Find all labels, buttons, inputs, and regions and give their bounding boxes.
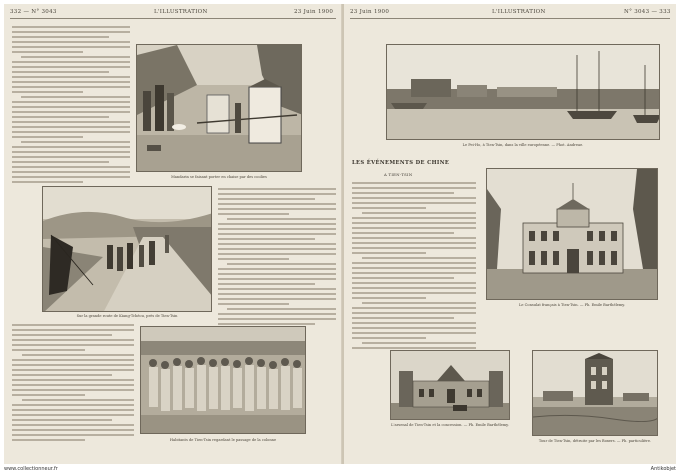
right-page-folio: N° 3043 — 333 xyxy=(624,9,671,15)
left-page-folio: 332 — N° 3043 xyxy=(10,9,57,15)
road-image xyxy=(43,187,212,312)
arsenal-image xyxy=(391,351,510,420)
section-title: LES ÉVÉNEMENTS DE CHINE xyxy=(352,160,450,166)
consulate-image xyxy=(487,169,658,300)
right-header-rule xyxy=(350,18,670,19)
photo-arsenal xyxy=(390,350,510,420)
photo-consulate xyxy=(486,168,658,300)
caption-road: Sur la grande route de Kiang-Tchéou, près de Tien-Tsin xyxy=(76,314,178,318)
caption-sedan-chair: Mandarin se faisant porter en chaise par des coolies xyxy=(171,175,267,179)
right-page-date: 23 Juin 1900 xyxy=(350,9,390,15)
left-page-date: 23 Juin 1900 xyxy=(294,9,334,15)
section-subhead: A TIEN-TSIN xyxy=(384,172,413,177)
left-article-column-2 xyxy=(218,188,336,328)
left-article-column-1 xyxy=(12,26,130,186)
watermark-left: www.collectionneur.fr xyxy=(4,466,58,472)
right-article-column xyxy=(352,182,476,352)
caption-crowd: Habitants de Tien-Tsin regardant le passage de la colonne xyxy=(169,438,277,442)
photo-crowd xyxy=(140,326,306,434)
photo-tower xyxy=(532,350,658,436)
left-article-column-3 xyxy=(12,324,134,444)
caption-arsenal: L'arsenal de Tien-Tsin et la concession. — Ph. Emile Barthélemy. xyxy=(391,423,509,427)
newspaper-spread xyxy=(4,4,676,464)
photo-harbor xyxy=(386,44,660,140)
crowd-image xyxy=(141,327,306,434)
right-page-journal: L'ILLUSTRATION xyxy=(492,9,546,15)
left-page-journal: L'ILLUSTRATION xyxy=(154,9,208,15)
harbor-image xyxy=(387,45,660,140)
tower-image xyxy=(533,351,658,436)
sedan-chair-image xyxy=(137,45,302,172)
photo-sedan-chair xyxy=(136,44,302,172)
right-page xyxy=(344,4,676,464)
caption-tower: Tour de Tien-Tsin, détruite par les Boxers. — Ph. particulière. xyxy=(538,439,652,443)
caption-consulate: Le Consulat français à Tien-Tsin. — Ph. Emile Barthélemy. xyxy=(519,303,625,307)
left-header-rule xyxy=(10,18,336,19)
caption-harbor: Le Pei-Ho, à Tien-Tsin, dans la ville européenne. — Phot. Andreae. xyxy=(462,143,584,147)
watermark-right: Antikobjet xyxy=(650,466,676,472)
photo-road xyxy=(42,186,212,312)
left-page xyxy=(4,4,342,464)
